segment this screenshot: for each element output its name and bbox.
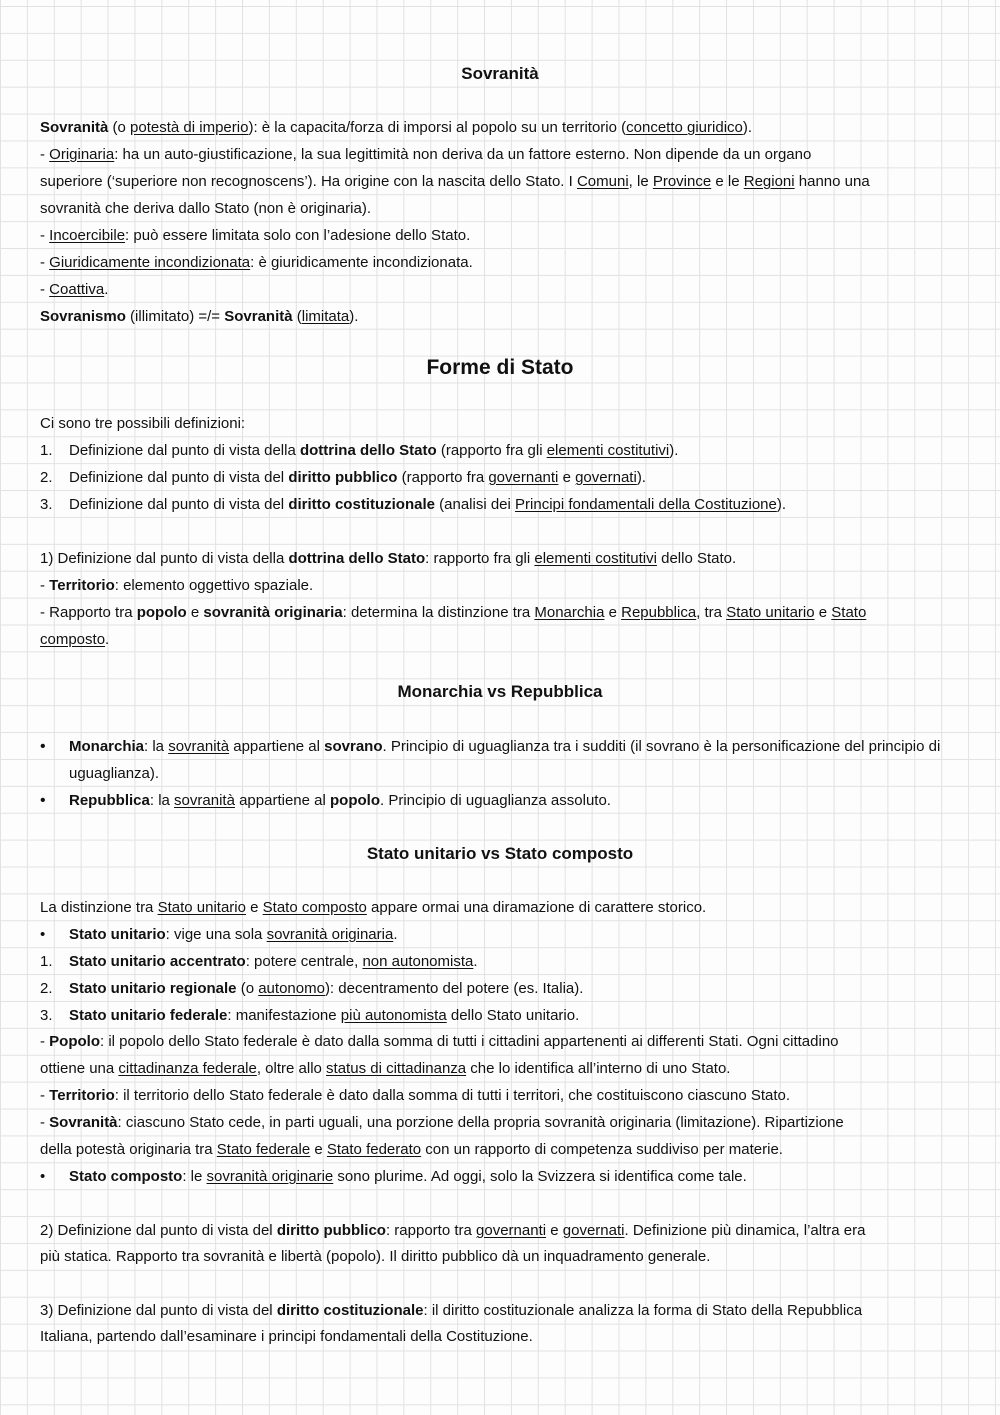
list-item: • Stato composto: le sovranità originarie sono plurime. Ad oggi, solo la Svizzera si identifica come tale. [40,1168,747,1185]
heading-forme-di-stato: Forme di Stato [426,356,574,379]
bullet: • [40,792,46,809]
bullet: • [40,738,46,755]
paragraph-line: composto. [40,631,110,648]
paragraph-line: 2) Definizione dal punto di vista del diritto pubblico: rapporto tra governanti e governati. Definizione più dinamica, l’altra era [40,1222,866,1239]
paragraph-line: - Coattiva. [40,281,109,298]
paragraph-line: 3) Definizione dal punto di vista del diritto costituzionale: il diritto costituzionale analizza la forma di Stato della Repubblica [40,1302,863,1319]
paragraph-line: - Giuridicamente incondizionata: è giuridicamente incondizionata. [40,254,473,271]
paragraph-line: Ci sono tre possibili definizioni: [40,415,246,432]
list-item: 3. Definizione dal punto di vista del diritto costituzionale (analisi dei Principi fondamentali della Costituzione). [40,496,787,513]
list-item: 3. Stato unitario federale: manifestazione più autonomista dello Stato unitario. [40,1007,580,1024]
heading-stato-unitario-vs-composto: Stato unitario vs Stato composto [366,844,634,863]
list-item: 1. Definizione dal punto di vista della dottrina dello Stato (rapporto fra gli elementi costitutivi). [40,442,679,459]
heading-monarchia-vs-repubblica: Monarchia vs Repubblica [397,682,603,701]
paragraph-line: superiore (‘superiore non recognoscens’). Ha origine con la nascita dello Stato. I Comuni, le Province e le Regioni hanno una [40,173,870,190]
list-item: 2. Definizione dal punto di vista del diritto pubblico (rapporto fra governanti e governati). [40,469,646,486]
list-item: 2. Stato unitario regionale (o autonomo): decentramento del potere (es. Italia). [40,980,584,997]
heading-sovranita: Sovranità [461,64,539,83]
paragraph-line: più statica. Rapporto tra sovranità e libertà (popolo). Il diritto pubblico dà un inquadramento generale. [40,1248,711,1265]
paragraph-line: - Territorio: elemento oggettivo spaziale. [40,577,314,594]
paragraph-line: - Sovranità: ciascuno Stato cede, in parti uguali, una porzione della propria sovranità originaria (limitazione). Ripartizione [40,1114,844,1131]
paragraph-line: La distinzione tra Stato unitario e Stato composto appare ormai una diramazione di carattere storico. [40,899,707,916]
list-item: • Monarchia: la sovranità appartiene al sovrano. Principio di uguaglianza tra i sudditi (il sovrano è la personificazione del principio di uguaglianza). [40,733,960,787]
paragraph-line: Sovranità (o potestà di imperio): è la capacita/forza di imporsi al popolo su un territorio (concetto giuridico). [40,119,753,136]
paragraph-line: Sovranismo (illimitato) =/= Sovranità (limitata). [40,308,359,325]
paragraph-line: della potestà originaria tra Stato federale e Stato federato con un rapporto di competenza suddiviso per materie. [40,1141,783,1158]
paragraph-line: ottiene una cittadinanza federale, oltre allo status di cittadinanza che lo identifica all’interno di uno Stato. [40,1060,731,1077]
list-item: • Repubblica: la sovranità appartiene al popolo. Principio di uguaglianza assoluto. [40,787,960,814]
paragraph-line: - Popolo: il popolo dello Stato federale è dato dalla somma di tutti i cittadini appartenenti ai differenti Stati. Ogni cittadino [40,1033,839,1050]
paragraph-line: Italiana, partendo dall’esaminare i principi fondamentali della Costituzione. [40,1328,533,1345]
paragraph-line: - Territorio: il territorio dello Stato federale è dato dalla somma di tutti i territori, che costituiscono ciascuno Stato. [40,1087,791,1104]
paragraph-line: 1) Definizione dal punto di vista della dottrina dello Stato: rapporto fra gli elementi costitutivi dello Stato. [40,550,737,567]
paragraph-line: sovranità che deriva dallo Stato (non è originaria). [40,200,372,217]
paragraph-line: - Incoercibile: può essere limitata solo con l’adesione dello Stato. [40,227,471,244]
list-item: 1. Stato unitario accentrato: potere centrale, non autonomista. [40,953,478,970]
list-item: • Stato unitario: vige una sola sovranità originaria. [40,926,398,943]
paragraph-line: - Originaria: ha un auto-giustificazione, la sua legittimità non deriva da un fattore esterno. Non dipende da un organo [40,146,812,163]
paragraph-line: - Rapporto tra popolo e sovranità originaria: determina la distinzione tra Monarchia e Repubblica, tra Stato unitario e Stato [40,604,867,621]
